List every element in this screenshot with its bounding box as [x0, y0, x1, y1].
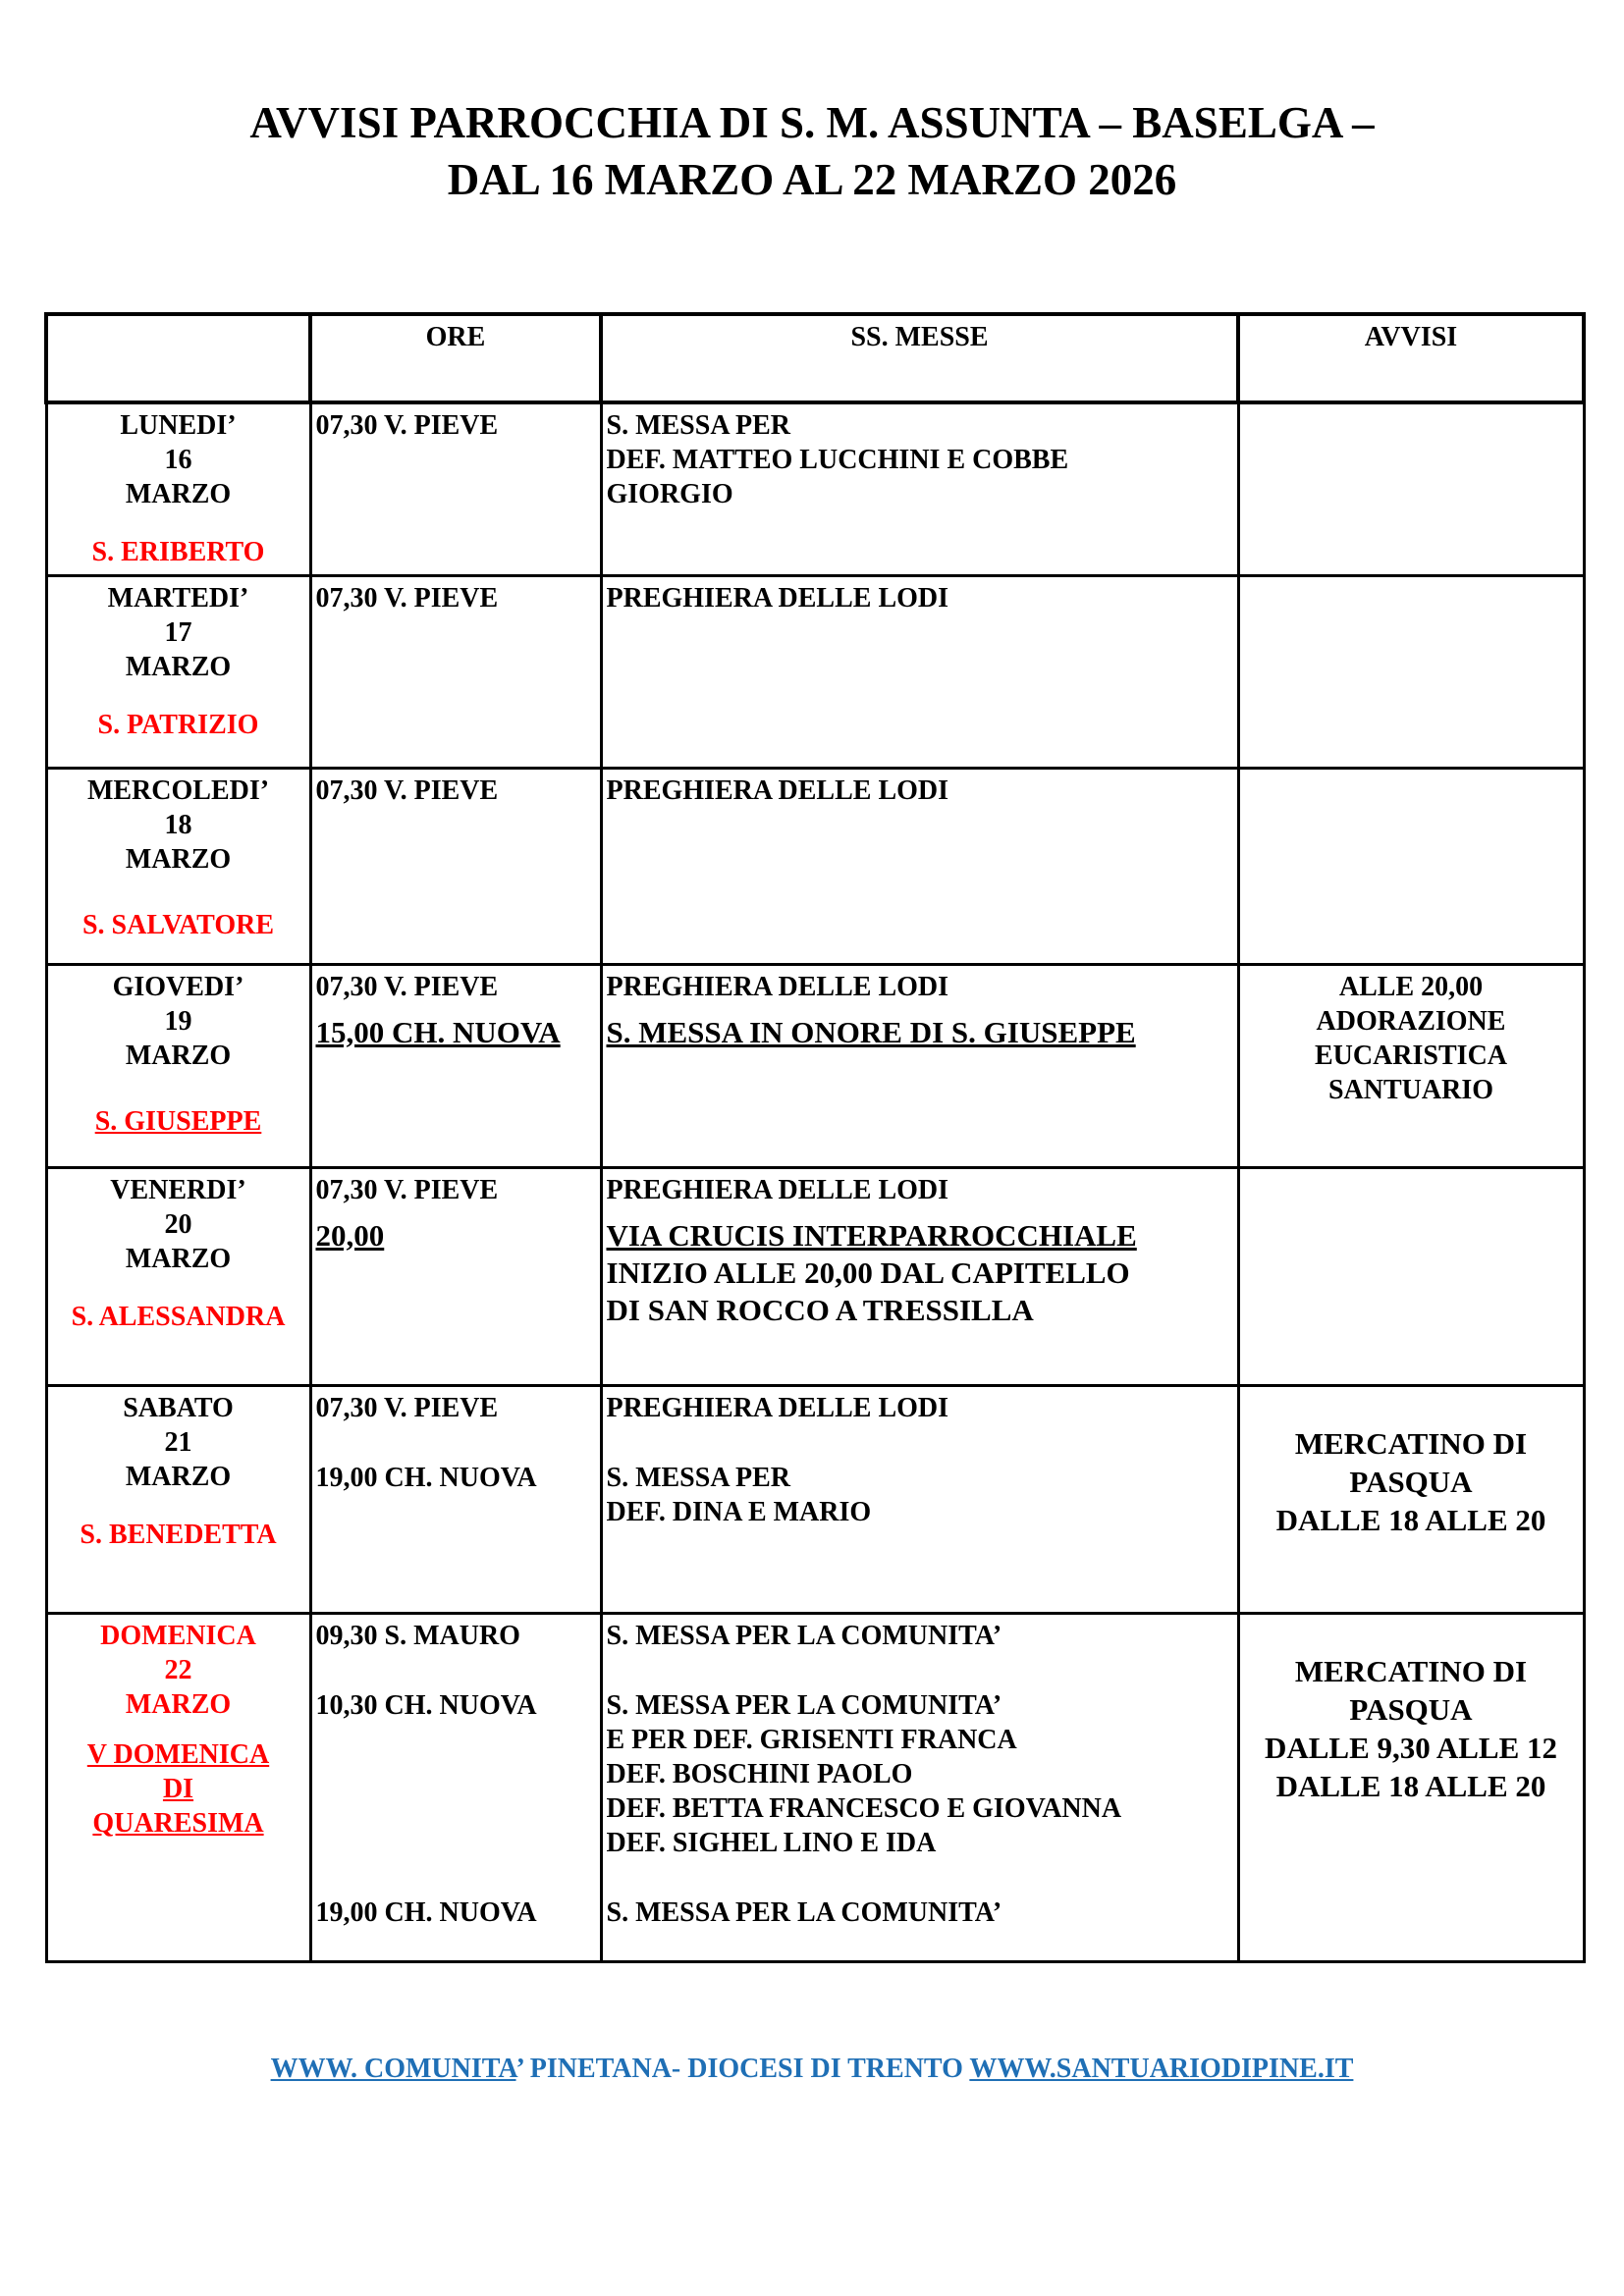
header-avvisi: AVVISI	[1238, 314, 1584, 402]
ore-cell	[310, 402, 601, 575]
messe-line: DEF. BOSCHINI PAOLO	[606, 1758, 913, 1789]
avvisi-line: DALLE 9,30 ALLE 12	[1264, 1730, 1557, 1765]
messe-line: S. MESSA PER LA COMUNITA’	[606, 1620, 1002, 1651]
avvisi-line: SANTUARIO	[1327, 1074, 1494, 1105]
messe-line: E PER DEF. GRISENTI FRANCA	[606, 1724, 1017, 1755]
table-row	[46, 1167, 1584, 1385]
footer-link-santuario[interactable]: WWW.SANTUARIODIPINE.IT	[969, 2054, 1354, 2084]
messe-line: PREGHIERA DELLE LODI	[606, 774, 949, 806]
avvisi-line: DALLE 18 ALLE 20	[1275, 1768, 1546, 1803]
day-cell	[46, 964, 310, 1167]
messe-cell	[601, 575, 1238, 768]
spacer	[607, 1860, 1237, 1896]
messe-line: S. MESSA PER LA COMUNITA’	[606, 1689, 1002, 1721]
saint-name: S. PATRIZIO	[97, 709, 259, 740]
day-month: MARZO	[125, 1688, 232, 1720]
ore-cell	[310, 768, 601, 964]
footer	[0, 2054, 1624, 2085]
avvisi-line: MERCATINO DI	[1294, 1425, 1528, 1461]
avvisi-line: PASQUA	[1349, 1464, 1473, 1499]
avvisi-line: PASQUA	[1349, 1691, 1473, 1727]
messe-line: DEF. DINA E MARIO	[606, 1496, 872, 1527]
ore-entry: 19,00 CH. NUOVA	[315, 1462, 537, 1493]
header-ore: ORE	[310, 314, 601, 402]
ore-cell	[310, 1167, 601, 1385]
messe-line: PREGHIERA DELLE LODI	[606, 971, 949, 1002]
avvisi-line: ALLE 20,00	[1338, 971, 1484, 1002]
day-number: 21	[164, 1426, 192, 1458]
day-name: LUNEDI’	[120, 410, 237, 441]
day-month: MARZO	[125, 1243, 232, 1274]
day-cell	[46, 1385, 310, 1613]
spacer	[607, 1004, 1237, 1014]
saint-name	[48, 1737, 309, 1841]
ore-entry: 07,30 V. PIEVE	[315, 410, 499, 441]
title-line-1: AVVISI PARROCCHIA DI S. M. ASSUNTA – BASELGA –	[249, 98, 1375, 147]
messe-line: VIA CRUCIS INTERPARROCCHIALE	[606, 1217, 1137, 1253]
spacer	[316, 1004, 600, 1014]
day-cell	[46, 575, 310, 768]
day-name: MARTEDI’	[107, 582, 249, 614]
messe-cell	[601, 1385, 1238, 1613]
ore-cell	[310, 575, 601, 768]
ore-entry: 07,30 V. PIEVE	[315, 971, 499, 1002]
day-number: 22	[164, 1654, 192, 1685]
footer-text: ’ PINETANA- DIOCESI DI TRENTO	[515, 2054, 970, 2084]
messe-cell	[601, 1167, 1238, 1385]
day-cell	[46, 1167, 310, 1385]
avvisi-line: ADORAZIONE	[1316, 1005, 1506, 1037]
spacer	[316, 1425, 600, 1461]
day-number: 16	[164, 445, 192, 475]
saint-name: S. ERIBERTO	[91, 537, 265, 567]
table-row	[46, 964, 1584, 1167]
ore-entry: 10,30 CH. NUOVA	[315, 1689, 537, 1721]
day-month: MARZO	[125, 1461, 232, 1492]
day-number: 20	[164, 1208, 192, 1240]
table-row	[46, 575, 1584, 768]
ore-entry: 20,00	[315, 1217, 385, 1253]
ore-entry: 07,30 V. PIEVE	[315, 1392, 499, 1423]
messe-line: PREGHIERA DELLE LODI	[606, 1174, 949, 1205]
header-day	[46, 314, 310, 402]
ore-cell	[310, 1613, 601, 1961]
day-name: MERCOLEDI’	[86, 774, 270, 806]
table-row	[46, 768, 1584, 964]
ore-entry: 09,30 S. MAURO	[315, 1620, 520, 1651]
avvisi-line: EUCARISTICA	[1314, 1040, 1508, 1071]
ore-cell	[310, 964, 601, 1167]
spacer	[607, 1425, 1237, 1461]
header-messe: SS. MESSE	[601, 314, 1238, 402]
table-row	[46, 402, 1584, 575]
table-header-row	[46, 314, 1584, 402]
avvisi-line: MERCATINO DI	[1294, 1653, 1528, 1688]
messe-cell	[601, 402, 1238, 575]
ore-entry: 07,30 V. PIEVE	[315, 774, 499, 806]
avvisi-cell	[1238, 964, 1584, 1167]
ore-entry: 07,30 V. PIEVE	[315, 1174, 499, 1205]
table-row	[46, 1385, 1584, 1613]
ore-entry: 19,00 CH. NUOVA	[315, 1896, 537, 1928]
messe-cell	[601, 964, 1238, 1167]
messe-line: PREGHIERA DELLE LODI	[606, 1392, 949, 1423]
day-name: DOMENICA	[100, 1620, 256, 1651]
avvisi-cell	[1238, 402, 1584, 575]
avvisi-cell	[1238, 1385, 1584, 1613]
saint-line: QUARESIMA	[92, 1807, 264, 1839]
day-month: MARZO	[125, 651, 232, 682]
messe-cell	[601, 1613, 1238, 1961]
day-name: VENERDI’	[110, 1174, 246, 1205]
messe-line: DI SAN ROCCO A TRESSILLA	[606, 1292, 1034, 1327]
messe-cell	[601, 768, 1238, 964]
day-number: 19	[164, 1005, 192, 1037]
saint-line: V DOMENICA	[86, 1738, 270, 1770]
messe-line: PREGHIERA DELLE LODI	[606, 582, 949, 614]
messe-line: S. MESSA IN ONORE DI S. GIUSEPPE	[606, 1014, 1136, 1049]
day-name: GIOVEDI’	[112, 971, 244, 1002]
ore-entry: 15,00 CH. NUOVA	[315, 1014, 561, 1049]
day-cell	[46, 768, 310, 964]
day-month: MARZO	[125, 843, 232, 875]
page-title	[0, 94, 1624, 208]
day-number: 17	[164, 616, 192, 648]
avvisi-cell	[1238, 575, 1584, 768]
saint-name: S. ALESSANDRA	[71, 1301, 286, 1332]
day-number: 18	[164, 809, 192, 840]
day-name: SABATO	[123, 1392, 234, 1423]
footer-link-comunita[interactable]: WWW. COMUNITA	[270, 2054, 516, 2084]
table-row	[46, 1613, 1584, 1961]
day-cell	[46, 402, 310, 575]
spacer	[316, 1723, 600, 1896]
saint-name: S. GIUSEPPE	[94, 1105, 262, 1137]
messe-line: S. MESSA PER	[606, 1462, 790, 1493]
saint-name: S. BENEDETTA	[80, 1519, 277, 1550]
avvisi-line: DALLE 18 ALLE 20	[1275, 1502, 1546, 1537]
avvisi-cell	[1238, 768, 1584, 964]
saint-name: S. SALVATORE	[81, 909, 275, 940]
spacer	[607, 1207, 1237, 1217]
saint-line: DI	[162, 1773, 194, 1804]
messe-line: S. MESSA PER LA COMUNITA’	[606, 1896, 1002, 1928]
schedule-table	[44, 312, 1586, 1963]
title-line-2: DAL 16 MARZO AL 22 MARZO 2026	[447, 155, 1177, 204]
messe-line: DEF. SIGHEL LINO E IDA	[606, 1827, 937, 1858]
day-cell	[46, 1613, 310, 1961]
day-month: MARZO	[125, 479, 232, 509]
messe-line: INIZIO ALLE 20,00 DAL CAPITELLO	[606, 1255, 1130, 1290]
avvisi-cell	[1238, 1613, 1584, 1961]
avvisi-cell	[1238, 1167, 1584, 1385]
day-month: MARZO	[125, 1040, 232, 1071]
messe-line: DEF. BETTA FRANCESCO E GIOVANNA	[606, 1792, 1122, 1824]
messe-line: S. MESSA PER	[606, 410, 790, 441]
spacer	[316, 1207, 600, 1217]
spacer	[316, 1653, 600, 1688]
messe-line: DEF. MATTEO LUCCHINI E COBBE	[606, 445, 1069, 475]
messe-line: GIORGIO	[606, 479, 733, 509]
ore-entry: 07,30 V. PIEVE	[315, 582, 499, 614]
spacer	[607, 1653, 1237, 1688]
ore-cell	[310, 1385, 601, 1613]
